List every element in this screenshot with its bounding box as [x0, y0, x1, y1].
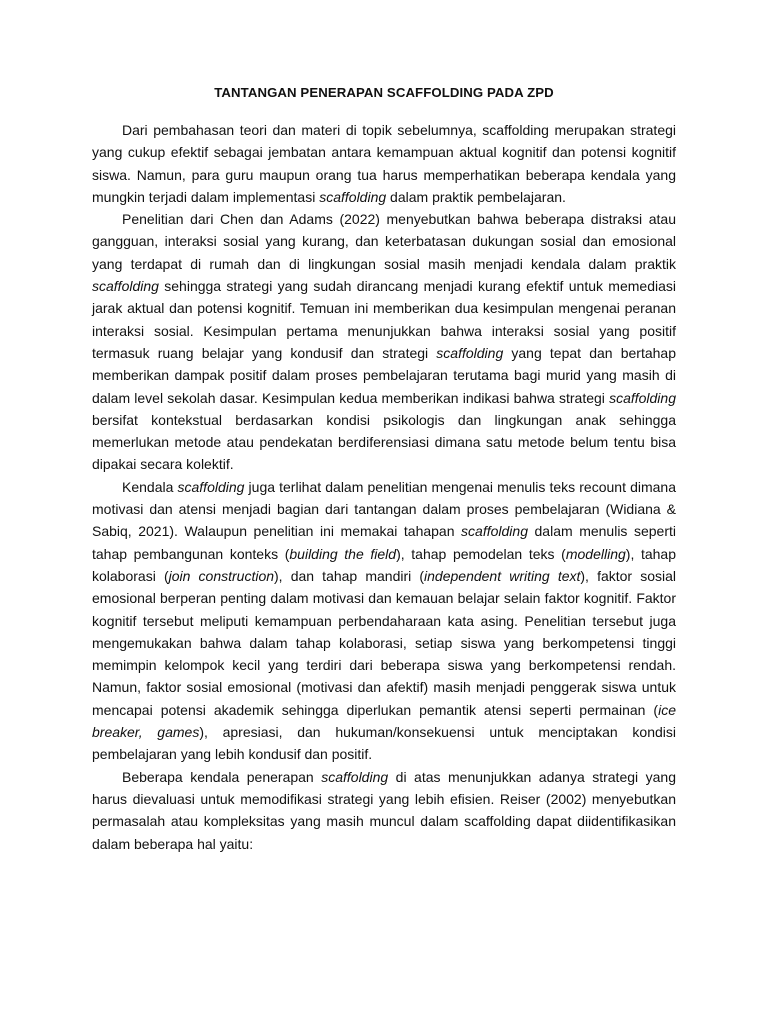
italic-text: independent writing text [424, 567, 581, 584]
text-run: Dari pembahasan teori dan materi di topik sebelumnya, scaffolding merupakan strategi yang cukup efektif sebagai jembatan antara kemampuan aktual kognitif dan potensi kognitif siswa. Namun, para guru maupun orang tua harus memperhatikan beberapa kendala yang mungkin terjadi dalam implementasi [92, 122, 676, 205]
text-run: sehingga strategi yang sudah dirancang menjadi kurang efektif untuk memediasi jarak aktual dan potensi kognitif. Temuan ini memberikan dua kesimpulan mengenai peranan interaksi sosial. Kesimpulan pertama menunjukkan bahwa interaksi sosial yang positif termasuk ruang belajar yang kondusif dan strategi [92, 278, 676, 361]
italic-text: ice breaker, games [92, 701, 676, 741]
text-run: Kendala [122, 478, 178, 495]
document-page [92, 84, 676, 855]
text-run: yang tepat dan bertahap memberikan dampak positif dalam proses pembelajaran terutama bagi murid yang masih di dalam level sekolah dasar. Kesimpulan kedua memberikan indikasi bahwa strategi [92, 344, 676, 406]
italic-text: scaffolding [319, 188, 387, 205]
text-run: bersifat kontekstual berdasarkan kondisi psikologis dan lingkungan anak sehingga memerlukan metode atau pendekatan berdiferensiasi dimana satu metode belum tentu bisa dipakai secara kolektif. [92, 411, 676, 473]
text-run: juga terlihat dalam penelitian mengenai menulis teks recount dimana motivasi dan atensi menjadi bagian dari tantangan dalam proses pembelajaran (Widiana & Sabiq, 2021). Walaupun penelitian ini memakai tahapan [92, 478, 676, 540]
document-body [92, 119, 676, 855]
italic-text: modelling [565, 545, 626, 562]
italic-text: scaffolding [92, 278, 159, 295]
italic-text: building the field [289, 545, 397, 562]
paragraph [92, 766, 676, 855]
text-run: ), apresiasi, dan hukuman/konsekuensi untuk menciptakan kondisi pembelajaran yang lebih kondusif dan positif. [92, 724, 676, 763]
text-run: di atas menunjukkan adanya strategi yang harus dievaluasi untuk memodifikasi strategi yang lebih efisien. Reiser (2002) menyebutkan permasalah atau kompleksitas yang masih muncul dalam scaffolding dapat diidentifikasikan dalam beberapa hal yaitu: [92, 768, 676, 852]
paragraph [92, 208, 676, 476]
text-run: Beberapa kendala penerapan [122, 768, 322, 785]
italic-text: scaffolding [609, 389, 676, 406]
text-run: Penelitian dari Chen dan Adams (2022) menyebutkan bahwa beberapa distraksi atau gangguan, interaksi sosial yang kurang, dan keterbatasan dukungan sosial dan emosional yang terdapat di rumah dan di lingkungan sosial masih menjadi kendala dalam praktik [92, 211, 676, 272]
paragraph [92, 119, 676, 208]
italic-text: join construction [168, 567, 275, 584]
text-run: ), tahap kolaborasi ( [92, 545, 677, 584]
italic-text: scaffolding [177, 478, 245, 495]
text-run: ), tahap pemodelan teks ( [396, 545, 566, 562]
text-run: dalam menulis seperti tahap pembangunan konteks ( [92, 523, 676, 562]
paragraph [92, 476, 676, 766]
text-run: ), faktor sosial emosional berperan penting dalam motivasi dan kemauan belajar selain faktor kognitif. Faktor kognitif tersebut meliputi kemampuan perbendaharaan kata asing. Penelitian tersebut juga mengemukakan bahwa dalam tahap kolaborasi, setiap siswa yang berkompetensi tinggi memimpin kelompok kecil yang terdiri dari beberapa siswa yang berkompetensi rendah. Namun, faktor sosial emosional (motivasi dan afektif) masih menjadi penggerak siswa untuk mencapai potensi akademik sehingga diperlukan pemantik atensi seperti permainan ( [92, 567, 677, 718]
text-run: dalam praktik pembelajaran. [386, 188, 566, 205]
text-run: ), dan tahap mandiri ( [274, 567, 425, 584]
italic-text: scaffolding [461, 523, 528, 540]
document-title: TANTANGAN PENERAPAN SCAFFOLDING PADA ZPD [214, 85, 554, 100]
italic-text: scaffolding [436, 344, 504, 361]
italic-text: scaffolding [321, 768, 389, 785]
